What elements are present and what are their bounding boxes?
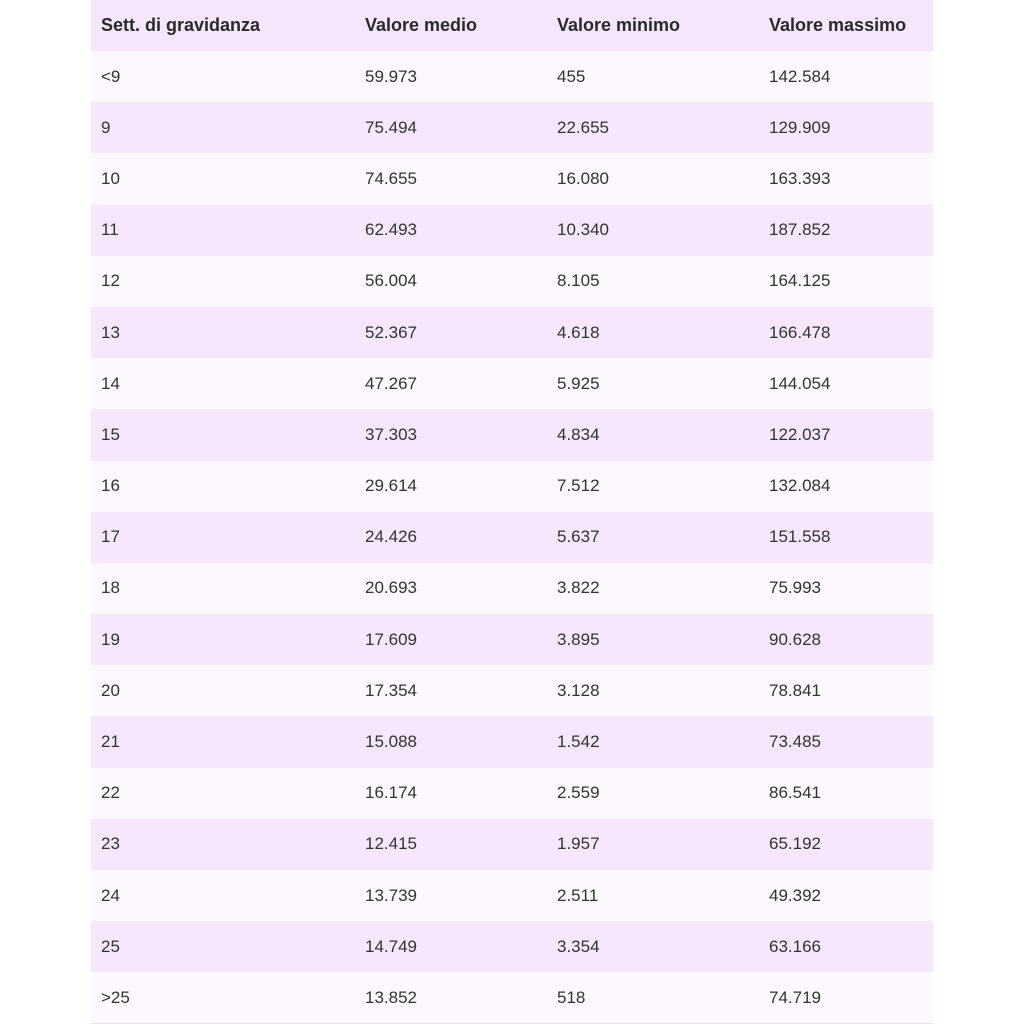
cell-week: 11	[101, 220, 119, 240]
cell-max: 164.125	[769, 271, 831, 291]
cell-max: 151.558	[769, 527, 831, 547]
cell-min: 10.340	[557, 220, 609, 240]
cell-mean: 17.354	[365, 680, 417, 700]
cell-mean: 74.655	[365, 168, 417, 188]
cell-min: 7.512	[557, 476, 600, 496]
cell-min: 22.655	[557, 117, 609, 137]
cell-max: 187.852	[769, 220, 831, 240]
table-row	[91, 461, 933, 512]
header-max: Valore massimo	[769, 15, 907, 35]
cell-max: 75.993	[769, 578, 821, 598]
cell-min: 3.822	[557, 578, 600, 598]
cell-min: 4.834	[557, 424, 600, 444]
cell-min: 2.559	[557, 783, 600, 803]
cell-min: 16.080	[557, 168, 609, 188]
cell-min: 2.511	[557, 885, 599, 905]
cell-mean: 16.174	[365, 783, 417, 803]
cell-week: 10	[101, 168, 120, 188]
header-mean: Valore medio	[365, 15, 478, 35]
table-row	[91, 409, 933, 460]
cell-min: 8.105	[557, 271, 600, 291]
cell-mean: 24.426	[365, 527, 417, 547]
cell-week: 24	[101, 885, 120, 905]
cell-week: 16	[101, 476, 120, 496]
cell-max: 129.909	[769, 117, 831, 137]
cell-mean: 56.004	[365, 271, 417, 291]
table-row	[91, 614, 933, 665]
cell-mean: 47.267	[365, 373, 417, 393]
cell-mean: 37.303	[365, 424, 417, 444]
table-row	[91, 153, 933, 204]
cell-max: 163.393	[769, 168, 831, 188]
table-row	[91, 51, 933, 102]
cell-mean: 13.852	[365, 987, 417, 1007]
cell-week: 22	[101, 783, 120, 803]
table-row	[91, 563, 933, 614]
cell-min: 4.618	[557, 322, 600, 342]
cell-max: 144.054	[769, 373, 831, 393]
cell-max: 90.628	[769, 629, 821, 649]
cell-max: 73.485	[769, 732, 821, 752]
cell-week: 20	[101, 680, 120, 700]
cell-mean: 29.614	[365, 476, 417, 496]
cell-week: 15	[101, 424, 120, 444]
cell-mean: 17.609	[365, 629, 417, 649]
cell-week: 12	[101, 271, 120, 291]
cell-week: 25	[101, 936, 120, 956]
hcg-values-table	[91, 0, 933, 1024]
cell-mean: 12.415	[365, 834, 417, 854]
cell-max: 63.166	[769, 936, 821, 956]
table-row	[91, 921, 933, 972]
table-header	[91, 0, 933, 51]
cell-week: 14	[101, 373, 120, 393]
cell-mean: 52.367	[365, 322, 417, 342]
cell-max: 65.192	[769, 834, 821, 854]
cell-min: 3.354	[557, 936, 600, 956]
table-row	[91, 819, 933, 870]
cell-max: 74.719	[769, 987, 821, 1007]
cell-week: 9	[101, 117, 111, 137]
cell-min: 5.637	[557, 527, 600, 547]
cell-mean: 75.494	[365, 117, 417, 137]
table-row	[91, 768, 933, 819]
table-row	[91, 307, 933, 358]
cell-mean: 62.493	[365, 220, 417, 240]
cell-week: >25	[101, 987, 130, 1007]
header-min: Valore minimo	[557, 15, 681, 35]
cell-mean: 13.739	[365, 885, 417, 905]
table-row	[91, 205, 933, 256]
table-row	[91, 972, 933, 1023]
cell-week: 18	[101, 578, 120, 598]
cell-min: 3.128	[557, 680, 600, 700]
cell-min: 1.957	[557, 834, 600, 854]
cell-mean: 20.693	[365, 578, 417, 598]
cell-min: 1.542	[557, 732, 600, 752]
cell-week: 23	[101, 834, 120, 854]
cell-max: 86.541	[769, 783, 821, 803]
cell-mean: 59.973	[365, 66, 417, 86]
cell-week: 19	[101, 629, 120, 649]
table-row	[91, 102, 933, 153]
cell-max: 49.392	[769, 885, 821, 905]
table-row	[91, 256, 933, 307]
data-table-container	[91, 0, 933, 1024]
cell-max: 132.084	[769, 476, 831, 496]
table-row	[91, 870, 933, 921]
cell-mean: 14.749	[365, 936, 417, 956]
table-row	[91, 358, 933, 409]
table-body	[91, 51, 933, 1024]
header-row	[91, 0, 933, 51]
header-week: Sett. di gravidanza	[101, 15, 261, 35]
cell-max: 166.478	[769, 322, 831, 342]
cell-week: <9	[101, 66, 121, 86]
table-row	[91, 512, 933, 563]
cell-mean: 15.088	[365, 732, 417, 752]
cell-week: 13	[101, 322, 120, 342]
cell-max: 78.841	[769, 680, 821, 700]
table-row	[91, 716, 933, 767]
cell-max: 142.584	[769, 66, 831, 86]
cell-min: 5.925	[557, 373, 600, 393]
cell-min: 3.895	[557, 629, 600, 649]
cell-min: 518	[557, 987, 586, 1007]
table-row	[91, 665, 933, 716]
cell-week: 21	[101, 732, 120, 752]
cell-min: 455	[557, 66, 586, 86]
cell-max: 122.037	[769, 424, 831, 444]
cell-week: 17	[101, 527, 120, 547]
